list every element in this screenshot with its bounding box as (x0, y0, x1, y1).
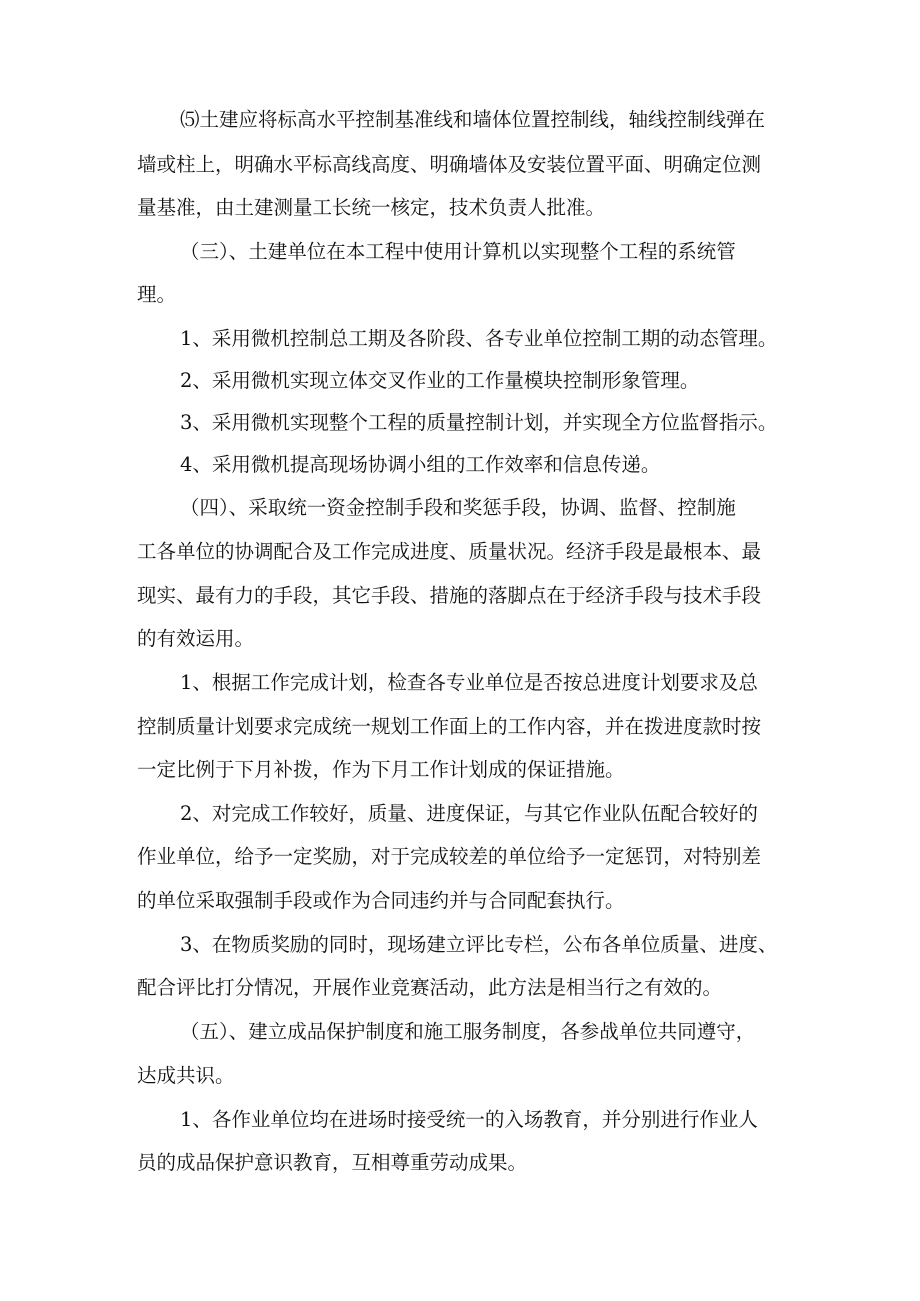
paragraph-line: 工各单位的协调配合及工作完成进度、质量状况。经济手段是最根本、最 (137, 540, 762, 563)
paragraph-line: 配合评比打分情况，开展作业竞赛活动，此方法是相当行之有效的。 (137, 976, 723, 999)
paragraph-line: 达成共识。 (137, 1064, 235, 1087)
paragraph-line: 的有效运用。 (137, 627, 255, 650)
list-item-line: 1、根据工作完成计划，检查各专业单位是否按总进度计划要求及总 (180, 671, 758, 694)
list-item-line: 2、采用微机实现立体交叉作业的工作量模块控制形象管理。 (180, 369, 700, 392)
paragraph-line: 理。 (137, 283, 177, 306)
list-item-line: 1、采用微机控制总工期及各阶段、各专业单位控制工期的动态管理。 (180, 327, 778, 350)
paragraph-line: 员的成品保护意识教育，互相尊重劳动成果。 (137, 1151, 528, 1174)
section-heading-line: （三）、土建单位在本工程中使用计算机以实现整个工程的系统管 (180, 240, 736, 263)
section-heading-line: （四）、采取统一资金控制手段和奖惩手段，协调、监督、控制施 (180, 496, 736, 519)
paragraph-line: 现实、最有力的手段，其它手段、措施的落脚点在于经济手段与技术手段 (137, 584, 762, 607)
paragraph-line: 的单位采取强制手段或作为合同违约并与合同配套执行。 (137, 889, 625, 912)
list-item-line: 2、对完成工作较好，质量、进度保证，与其它作业队伍配合较好的 (180, 802, 758, 825)
list-item-line: 3、在物质奖励的同时，现场建立评比专栏，公布各单位质量、进度、 (180, 933, 778, 956)
list-item-line: 3、采用微机实现整个工程的质量控制计划，并实现全方位监督指示。 (180, 411, 778, 434)
list-item-line: 1、各作业单位均在进场时接受统一的入场教育，并分别进行作业人 (180, 1108, 758, 1131)
paragraph-line: 量基准，由土建测量工长统一核定，技术负责人批准。 (137, 196, 606, 219)
paragraph-line: 控制质量计划要求完成统一规划工作面上的工作内容，并在拨进度款时按 (137, 715, 762, 738)
paragraph-line: 一定比例于下月补拨，作为下月工作计划成的保证措施。 (137, 758, 625, 781)
list-item-line: 4、采用微机提高现场协调小组的工作效率和信息传递。 (180, 453, 661, 476)
paragraph-line: ⑸土建应将标高水平控制基准线和墙体位置控制线，轴线控制线弹在 (180, 108, 766, 131)
section-heading-line: （五）、建立成品保护制度和施工服务制度，各参战单位共同遵守， (180, 1020, 756, 1043)
paragraph-line: 墙或柱上，明确水平标高线高度、明确墙体及安装位置平面、明确定位测 (137, 153, 762, 176)
paragraph-line: 作业单位，给予一定奖励，对于完成较差的单位给予一定惩罚，对特别差 (137, 845, 762, 868)
